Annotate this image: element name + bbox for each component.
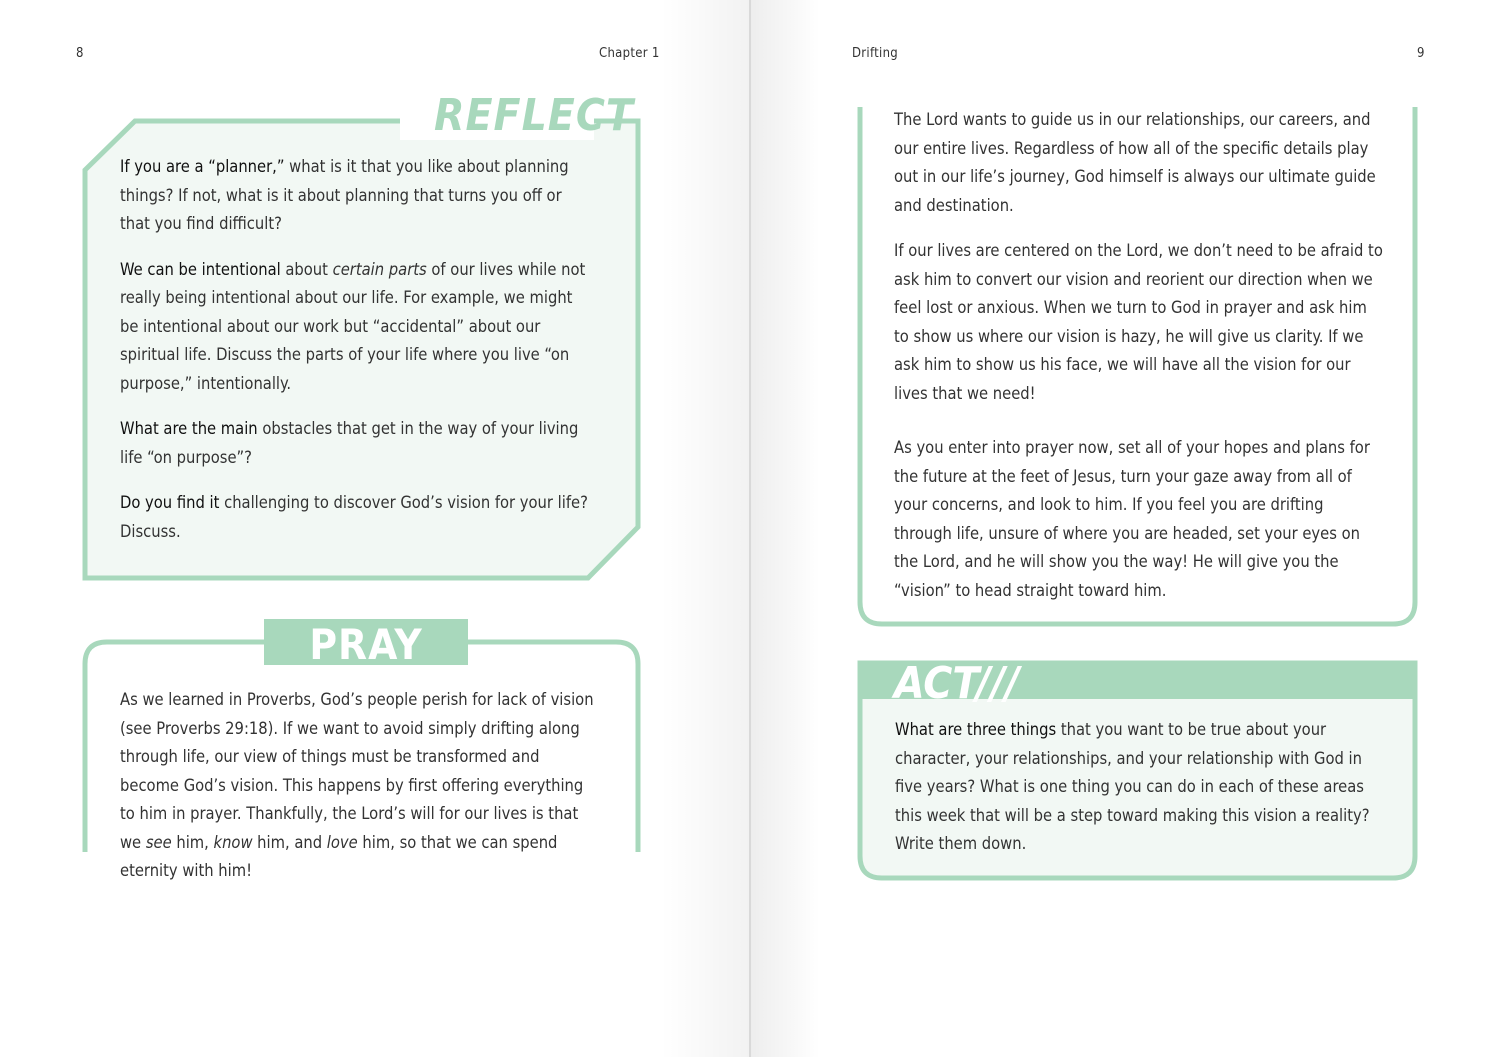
reflect-question-1 (120, 153, 590, 239)
right-page (750, 0, 1500, 1057)
reflect-question-3 (120, 415, 590, 472)
act-paragraph (895, 716, 1375, 859)
question-lead: What are the main (120, 419, 258, 438)
page-number: 9 (1417, 46, 1425, 61)
act-slashes: /// (976, 658, 1020, 709)
page-number: 8 (76, 46, 84, 61)
act-text (895, 716, 1375, 859)
pray-text (120, 686, 600, 886)
book-spine (749, 0, 751, 1057)
question-text: about (280, 259, 333, 279)
pray-emphasis-love: love (326, 832, 358, 852)
pray-continued-paragraph-1: The Lord wants to guide us in our relationships, our careers, and our entire lives. Regardless of how all of the specific details play out in our life’s journey, God himself is always our ultimate guide and destination. (894, 110, 1376, 215)
question-emphasis: certain parts (332, 259, 427, 279)
reflect-questions (120, 153, 590, 546)
act-heading: ACT (894, 658, 980, 709)
pray-emphasis-know: know (213, 832, 253, 852)
pray-emphasis-see: see (145, 832, 172, 852)
pray-continued-paragraph-3: As you enter into prayer now, set all of your hopes and plans for the future at the feet of Jesus, turn your gaze away from all of your concerns, and look to him. If you feel you are drifting through life, unsure of where you are headed, set your eyes on the Lord, and he will show you the way! He will give you the “vision” to head straight toward him. (894, 438, 1370, 600)
pray-text-run: him, and (252, 832, 327, 852)
act-body: that you want to be true about your character, your relationships, and your relationship with God in five years? What is one thing you can do in each of these areas this week that will be a step toward making this vision a reality? Write them down. (895, 720, 1370, 853)
pray-continued-text (894, 106, 1384, 605)
reflect-question-4 (120, 489, 590, 546)
reflect-heading: REFLECT (434, 90, 634, 141)
pray-text-run: him, so that we can spend eternity with him! (120, 832, 558, 880)
question-text: challenging to discover God’s vision for your life? Discuss. (120, 493, 588, 541)
running-head: Chapter 1 (599, 46, 660, 61)
act-lead: What are three things (895, 720, 1057, 739)
question-lead: If you are a “planner,” (120, 157, 285, 176)
pray-text-run: As we learned in Proverbs, God’s people perish for lack of vision (see Proverbs 29:18). If we want to avoid simply drifting along through life, our view of things must be transformed and become God’s vision. This happens by first offering everything to him in prayer. Thankfully, the Lord’s will for our lives is that we (120, 690, 594, 852)
question-lead: We can be intentional (120, 259, 281, 279)
pray-heading: PRAY (309, 620, 423, 669)
reflect-question-2 (120, 256, 590, 399)
question-text: of our lives while not really being intentional about our life. For example, we might be intentional about our work but “accidental” about our spiritual life. Discuss the parts of your life where you live “on purpose,” intentionally. (120, 259, 586, 393)
question-text: obstacles that get in the way of your living life “on purpose”? (120, 419, 579, 467)
pray-paragraph (120, 686, 600, 886)
question-text: what is it that you like about planning things? If not, what is it about planning that turns you off or that you find difficult? (120, 157, 569, 233)
running-head: Drifting (852, 46, 899, 61)
pray-text-run: him, (171, 832, 214, 852)
question-lead: Do you find it (120, 493, 220, 512)
pray-continued-paragraph-2: If our lives are centered on the Lord, we don’t need to be afraid to ask him to convert our vision and reorient our direction when we feel lost or anxious. When we turn to God in prayer and ask him to show us where our vision is hazy, he will give us clarity. If we ask him to show us his face, we will have all the vision for our lives that we need! (894, 241, 1383, 403)
